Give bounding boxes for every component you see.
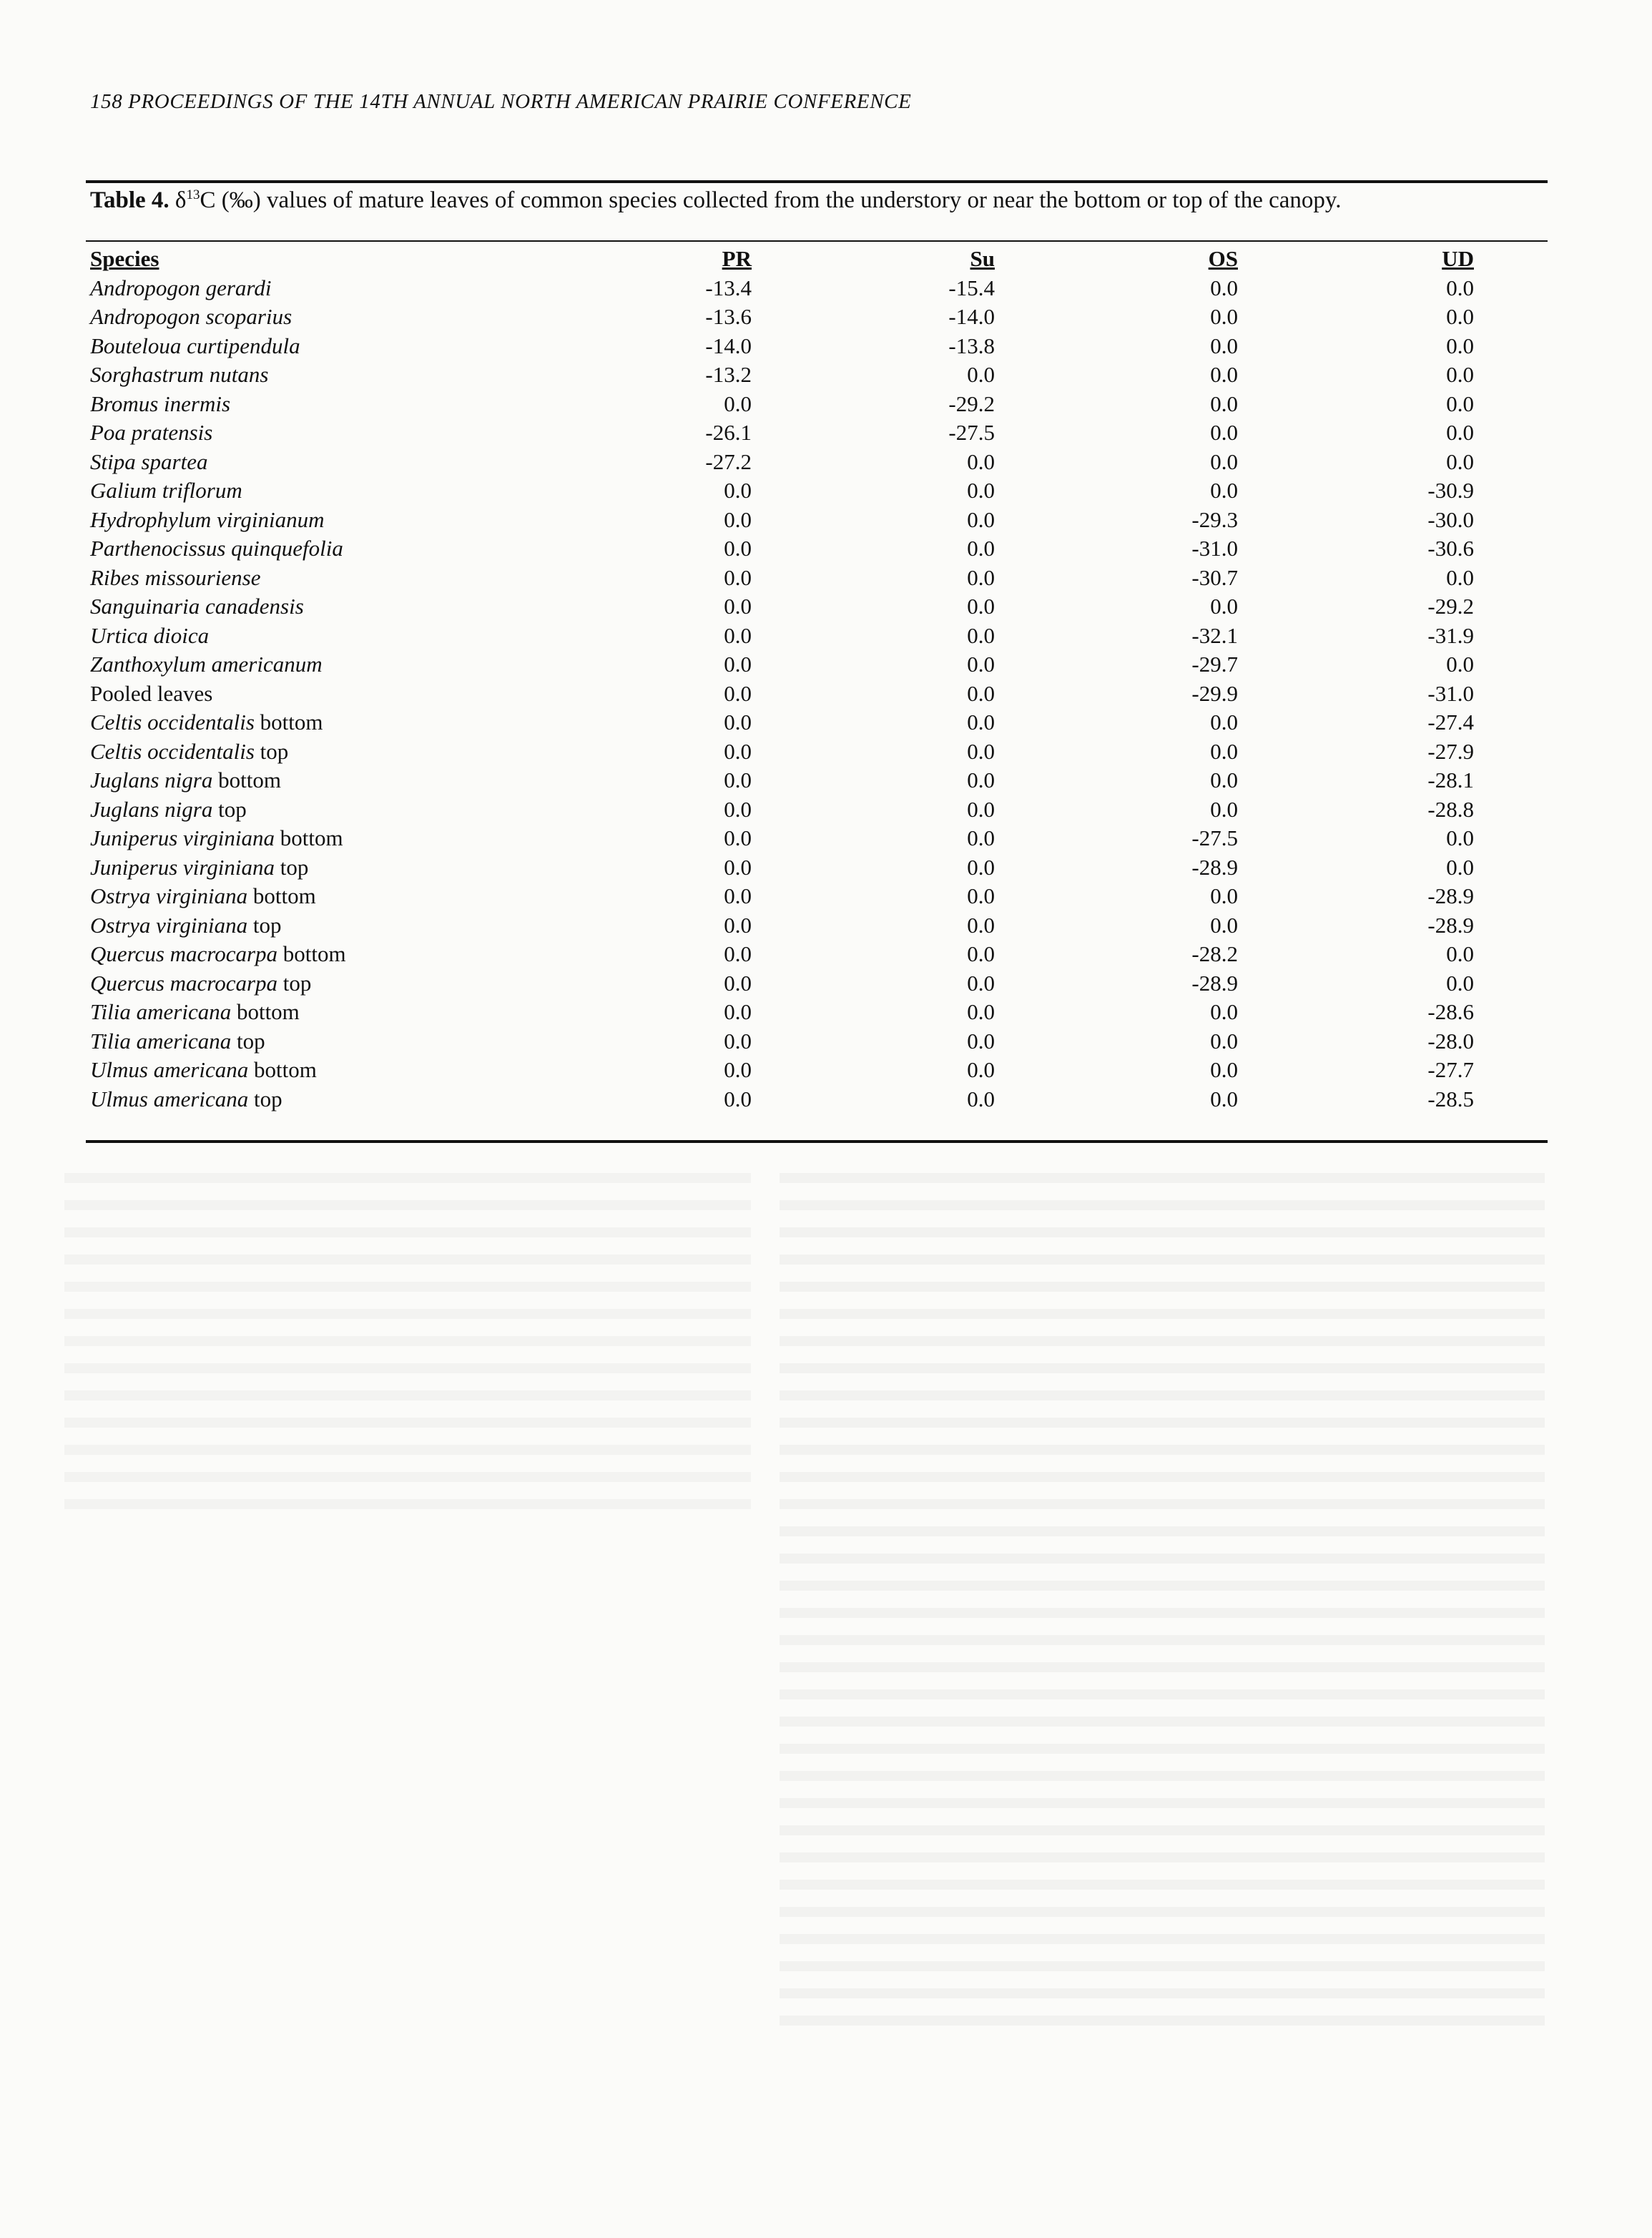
value-cell-ud: -28.9: [1427, 883, 1474, 908]
species-name: Parthenocissus quinquefolia: [90, 536, 343, 561]
value-cell-pr: -26.1: [705, 420, 752, 445]
species-name: Bouteloua curtipendula: [90, 333, 300, 358]
table-row: [90, 766, 1474, 795]
table-header-row: [90, 245, 1474, 274]
value-cell-os: 0.0: [1210, 1028, 1238, 1054]
species-cell: [90, 969, 548, 998]
value-cell-su: 0.0: [967, 536, 995, 561]
value-cell-os: -29.7: [1191, 652, 1238, 677]
species-cell: [90, 679, 548, 709]
value-cell-os: 0.0: [1210, 1057, 1238, 1082]
value-cell-os: 0.0: [1210, 912, 1238, 938]
value-cell-ud: 0.0: [1446, 970, 1474, 996]
value-cell-pr: 0.0: [724, 652, 752, 677]
table-label: Table 4.: [90, 187, 169, 213]
column-header-species: Species: [90, 246, 159, 271]
value-cell-su: 0.0: [967, 1057, 995, 1082]
value-cell-os: -29.9: [1191, 680, 1238, 706]
caption-isotope-superscript: 13: [186, 187, 200, 202]
species-cell: [90, 1027, 548, 1056]
value-cell-su: 0.0: [967, 796, 995, 822]
value-cell-ud: -28.8: [1427, 796, 1474, 822]
value-cell-pr: 0.0: [724, 767, 752, 792]
species-cell: [90, 766, 548, 795]
value-cell-su: 0.0: [967, 622, 995, 648]
value-cell-os: -28.2: [1191, 941, 1238, 966]
species-cell: [90, 882, 548, 911]
value-cell-pr: -13.4: [705, 275, 752, 300]
value-cell-su: 0.0: [967, 999, 995, 1024]
show-through-text-right: [780, 1173, 1545, 2031]
value-cell-ud: 0.0: [1446, 448, 1474, 474]
species-name: Ostrya virginiana: [90, 912, 248, 938]
value-cell-ud: -27.7: [1427, 1057, 1474, 1082]
value-cell-su: -29.2: [948, 391, 995, 416]
species-name: Hydrophylum virginianum: [90, 506, 325, 532]
species-name: Bromus inermis: [90, 391, 231, 416]
species-name: Andropogon scoparius: [90, 304, 292, 329]
value-cell-su: 0.0: [967, 680, 995, 706]
species-name: Sorghastrum nutans: [90, 362, 269, 387]
value-cell-os: 0.0: [1210, 883, 1238, 908]
canopy-position: bottom: [277, 941, 346, 966]
value-cell-ud: -28.6: [1427, 999, 1474, 1024]
canopy-position: top: [212, 796, 247, 822]
value-cell-su: 0.0: [967, 883, 995, 908]
table-row: [90, 708, 1474, 737]
value-cell-os: 0.0: [1210, 796, 1238, 822]
table-row: [90, 448, 1474, 477]
value-cell-ud: 0.0: [1446, 304, 1474, 329]
value-cell-su: -15.4: [948, 275, 995, 300]
value-cell-pr: 0.0: [724, 1086, 752, 1111]
species-cell: [90, 795, 548, 825]
value-cell-os: 0.0: [1210, 594, 1238, 619]
species-cell: [90, 332, 548, 361]
value-cell-ud: -30.6: [1427, 536, 1474, 561]
species-cell: [90, 1056, 548, 1085]
species-name: Juglans nigra: [90, 796, 213, 822]
species-cell: [90, 592, 548, 622]
value-cell-os: -31.0: [1191, 536, 1238, 561]
species-cell: [90, 274, 548, 303]
table-body: [90, 274, 1474, 1114]
species-name: Quercus macrocarpa: [90, 941, 278, 966]
value-cell-ud: -27.9: [1427, 738, 1474, 764]
value-cell-pr: 0.0: [724, 680, 752, 706]
show-through-text-left: [64, 1173, 751, 1516]
value-cell-su: 0.0: [967, 506, 995, 532]
value-cell-pr: 0.0: [724, 1028, 752, 1054]
column-header-ud: UD: [1442, 246, 1474, 271]
species-cell: [90, 506, 548, 535]
value-cell-ud: -29.2: [1427, 594, 1474, 619]
value-cell-pr: 0.0: [724, 536, 752, 561]
value-cell-su: 0.0: [967, 738, 995, 764]
table-row: [90, 998, 1474, 1027]
caption-delta: δ: [174, 187, 187, 213]
value-cell-pr: 0.0: [724, 506, 752, 532]
value-cell-su: 0.0: [967, 362, 995, 387]
table-row: [90, 564, 1474, 593]
value-cell-pr: 0.0: [724, 941, 752, 966]
canopy-position: top: [254, 738, 289, 764]
species-cell: [90, 534, 548, 564]
value-cell-pr: 0.0: [724, 970, 752, 996]
species-cell: [90, 911, 548, 941]
value-cell-pr: 0.0: [724, 796, 752, 822]
canopy-position: top: [231, 1028, 265, 1054]
species-name: Juglans nigra: [90, 767, 213, 792]
value-cell-pr: -13.6: [705, 304, 752, 329]
table-row: [90, 622, 1474, 651]
species-name: Juniperus virginiana: [90, 854, 275, 880]
canopy-position: bottom: [254, 710, 323, 735]
value-cell-os: -29.3: [1191, 506, 1238, 532]
table-row: [90, 418, 1474, 448]
value-cell-os: 0.0: [1210, 738, 1238, 764]
value-cell-ud: 0.0: [1446, 652, 1474, 677]
value-cell-pr: 0.0: [724, 564, 752, 590]
value-cell-su: 0.0: [967, 970, 995, 996]
species-name: Stipa spartea: [90, 448, 208, 474]
canopy-position: bottom: [247, 883, 316, 908]
canopy-position: bottom: [248, 1057, 317, 1082]
value-cell-ud: 0.0: [1446, 275, 1474, 300]
value-cell-pr: 0.0: [724, 883, 752, 908]
table-row: [90, 853, 1474, 883]
species-name: Celtis occidentalis: [90, 738, 255, 764]
value-cell-pr: 0.0: [724, 1057, 752, 1082]
canopy-position: bottom: [231, 999, 300, 1024]
value-cell-ud: -30.9: [1427, 478, 1474, 503]
value-cell-os: 0.0: [1210, 478, 1238, 503]
value-cell-su: 0.0: [967, 1086, 995, 1111]
value-cell-su: 0.0: [967, 448, 995, 474]
species-name: Andropogon gerardi: [90, 275, 272, 300]
value-cell-os: 0.0: [1210, 362, 1238, 387]
value-cell-os: 0.0: [1210, 710, 1238, 735]
species-name: Ulmus americana: [90, 1086, 249, 1111]
value-cell-pr: 0.0: [724, 825, 752, 850]
value-cell-ud: -28.0: [1427, 1028, 1474, 1054]
value-cell-su: 0.0: [967, 564, 995, 590]
caption-text: C (‰) values of mature leaves of common species collected from the understory or near the bottom or top of the canopy.: [200, 187, 1342, 213]
species-name: Urtica dioica: [90, 622, 210, 648]
value-cell-su: -27.5: [948, 420, 995, 445]
value-cell-os: 0.0: [1210, 304, 1238, 329]
canopy-position: bottom: [275, 825, 343, 850]
value-cell-pr: 0.0: [724, 912, 752, 938]
value-cell-pr: -27.2: [705, 448, 752, 474]
table-caption: [90, 187, 1342, 214]
value-cell-os: 0.0: [1210, 1086, 1238, 1111]
value-cell-ud: -30.0: [1427, 506, 1474, 532]
value-cell-su: 0.0: [967, 594, 995, 619]
value-cell-os: -30.7: [1191, 564, 1238, 590]
species-name: Juniperus virginiana: [90, 825, 275, 850]
species-name: Ulmus americana: [90, 1057, 249, 1082]
value-cell-su: -14.0: [948, 304, 995, 329]
value-cell-su: 0.0: [967, 767, 995, 792]
species-cell: [90, 940, 548, 969]
value-cell-ud: -28.9: [1427, 912, 1474, 938]
species-name: Celtis occidentalis: [90, 710, 255, 735]
column-header-pr: PR: [722, 246, 752, 271]
canopy-position: top: [275, 854, 309, 880]
value-cell-ud: 0.0: [1446, 564, 1474, 590]
value-cell-ud: 0.0: [1446, 391, 1474, 416]
table-row: [90, 274, 1474, 303]
value-cell-pr: 0.0: [724, 478, 752, 503]
value-cell-su: 0.0: [967, 941, 995, 966]
species-name: Ostrya virginiana: [90, 883, 248, 908]
value-cell-ud: -31.0: [1427, 680, 1474, 706]
table-row: [90, 1027, 1474, 1056]
species-cell: [90, 476, 548, 506]
value-cell-os: -32.1: [1191, 622, 1238, 648]
value-cell-ud: 0.0: [1446, 333, 1474, 358]
value-cell-pr: 0.0: [724, 622, 752, 648]
species-cell: [90, 448, 548, 477]
species-cell: [90, 390, 548, 419]
value-cell-ud: 0.0: [1446, 825, 1474, 850]
table-row: [90, 1085, 1474, 1114]
table-top-rule: [86, 180, 1548, 183]
value-cell-su: 0.0: [967, 1028, 995, 1054]
table-row: [90, 650, 1474, 679]
running-header: 158 PROCEEDINGS OF THE 14TH ANNUAL NORTH AMERICAN PRAIRIE CONFERENCE: [90, 90, 912, 113]
table-row: [90, 1056, 1474, 1085]
table-row: [90, 882, 1474, 911]
table-row: [90, 911, 1474, 941]
table-row: [90, 390, 1474, 419]
value-cell-su: 0.0: [967, 854, 995, 880]
table-row: [90, 534, 1474, 564]
table-row: [90, 592, 1474, 622]
species-cell: [90, 303, 548, 332]
value-cell-os: 0.0: [1210, 391, 1238, 416]
value-cell-pr: 0.0: [724, 594, 752, 619]
value-cell-os: 0.0: [1210, 275, 1238, 300]
species-name: Tilia americana: [90, 1028, 232, 1054]
isotope-table: [90, 245, 1474, 1114]
table-row: [90, 506, 1474, 535]
table-row: [90, 679, 1474, 709]
species-cell: [90, 622, 548, 651]
value-cell-os: 0.0: [1210, 448, 1238, 474]
species-cell: [90, 824, 548, 853]
species-name: Galium triflorum: [90, 478, 242, 503]
value-cell-pr: -14.0: [705, 333, 752, 358]
table-row: [90, 969, 1474, 998]
table-row: [90, 360, 1474, 390]
value-cell-pr: 0.0: [724, 738, 752, 764]
species-cell: [90, 737, 548, 767]
value-cell-os: -28.9: [1191, 970, 1238, 996]
table-row: [90, 476, 1474, 506]
value-cell-su: 0.0: [967, 652, 995, 677]
value-cell-os: 0.0: [1210, 420, 1238, 445]
species-name: Tilia americana: [90, 999, 232, 1024]
species-name: Ribes missouriense: [90, 564, 261, 590]
table-row: [90, 303, 1474, 332]
species-cell: [90, 564, 548, 593]
species-cell: [90, 1085, 548, 1114]
value-cell-ud: -31.9: [1427, 622, 1474, 648]
species-name: Quercus macrocarpa: [90, 970, 278, 996]
value-cell-os: 0.0: [1210, 767, 1238, 792]
value-cell-pr: 0.0: [724, 999, 752, 1024]
table-row: [90, 737, 1474, 767]
value-cell-ud: 0.0: [1446, 854, 1474, 880]
value-cell-su: 0.0: [967, 710, 995, 735]
species-name: Zanthoxylum americanum: [90, 652, 323, 677]
species-cell: [90, 998, 548, 1027]
table-row: [90, 795, 1474, 825]
column-header-su: Su: [970, 246, 995, 271]
table-header-rule: [86, 240, 1548, 242]
value-cell-ud: -27.4: [1427, 710, 1474, 735]
value-cell-su: 0.0: [967, 825, 995, 850]
value-cell-os: -27.5: [1191, 825, 1238, 850]
value-cell-pr: 0.0: [724, 710, 752, 735]
table-bottom-rule: [86, 1140, 1548, 1143]
table-row: [90, 940, 1474, 969]
species-name: Sanguinaria canadensis: [90, 594, 304, 619]
species-cell: [90, 708, 548, 737]
species-cell: [90, 418, 548, 448]
canopy-position: top: [247, 912, 282, 938]
value-cell-os: 0.0: [1210, 333, 1238, 358]
value-cell-os: -28.9: [1191, 854, 1238, 880]
value-cell-os: 0.0: [1210, 999, 1238, 1024]
species-cell: [90, 360, 548, 390]
canopy-position: top: [277, 970, 312, 996]
value-cell-su: 0.0: [967, 478, 995, 503]
value-cell-ud: 0.0: [1446, 420, 1474, 445]
canopy-position: top: [248, 1086, 282, 1111]
value-cell-pr: 0.0: [724, 391, 752, 416]
value-cell-su: -13.8: [948, 333, 995, 358]
species-name: Poa pratensis: [90, 420, 213, 445]
column-header-os: OS: [1208, 246, 1238, 271]
value-cell-pr: 0.0: [724, 854, 752, 880]
value-cell-su: 0.0: [967, 912, 995, 938]
value-cell-ud: -28.1: [1427, 767, 1474, 792]
value-cell-ud: 0.0: [1446, 941, 1474, 966]
species-name: Pooled leaves: [90, 680, 213, 706]
table-row: [90, 332, 1474, 361]
value-cell-ud: -28.5: [1427, 1086, 1474, 1111]
value-cell-pr: -13.2: [705, 362, 752, 387]
canopy-position: bottom: [212, 767, 281, 792]
value-cell-ud: 0.0: [1446, 362, 1474, 387]
species-cell: [90, 650, 548, 679]
species-cell: [90, 853, 548, 883]
table-row: [90, 824, 1474, 853]
